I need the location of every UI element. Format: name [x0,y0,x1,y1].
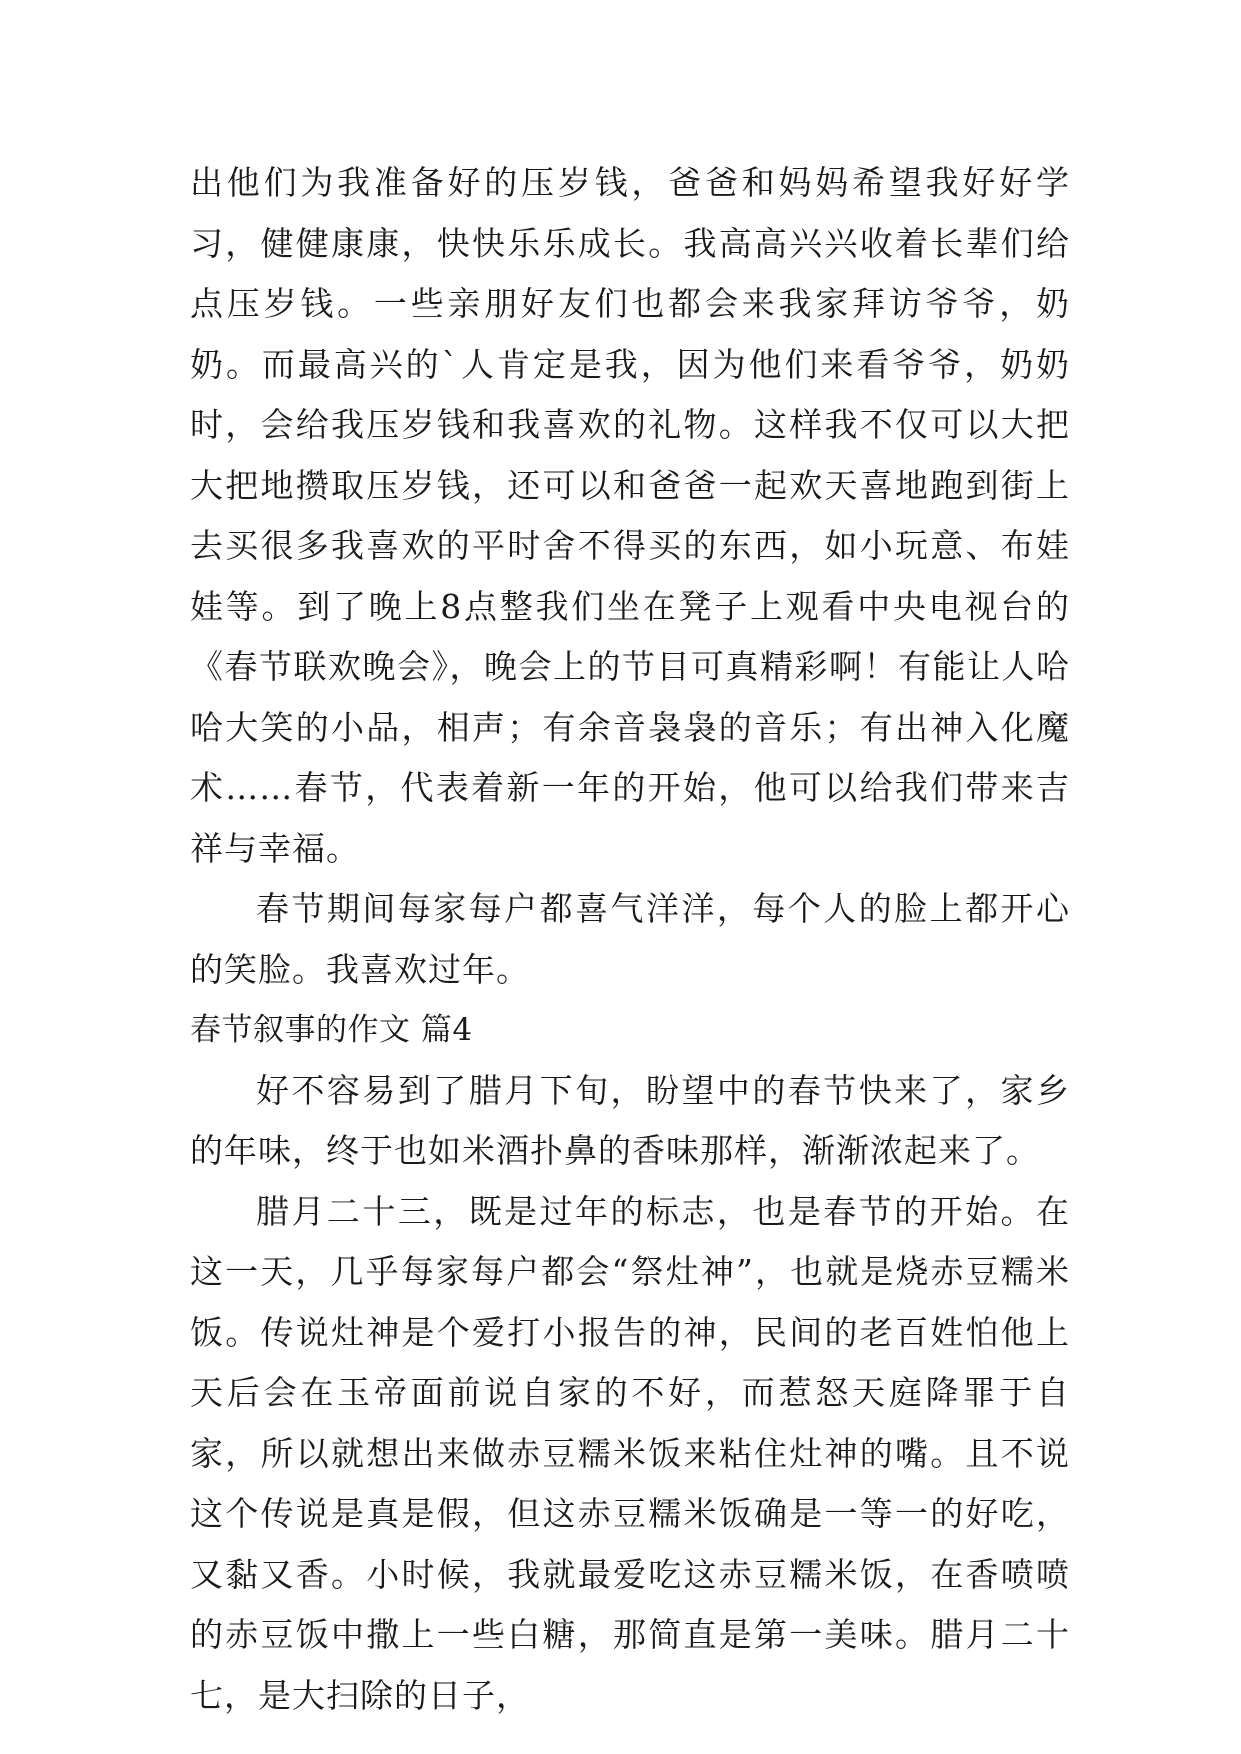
section-heading: 春节叙事的作文 篇4 [190,1012,473,1048]
paragraph-closing: 春节期间每家每户都喜气洋洋，每个人的脸上都开心的笑脸。我喜欢过年。 [190,889,1070,989]
paragraph-continued: 出他们为我准备好的压岁钱，爸爸和妈妈希望我好好学习，健健康康，快快乐乐成长。我高高兴兴收着长辈们给点压岁钱。一些亲朋好友们也都会来我家拜访爷爷，奶奶。而最高兴的`人肯定是我，因为他们来看爷爷，奶奶时，会给我压岁钱和我喜欢的礼物。这样我不仅可以大把大把地攒取压岁钱，还可以和爸爸一起欢天喜地跑到街上去买很多我喜欢的平时舍不得买的东西，如小玩意、布娃娃等。到了晚上8点整我们坐在凳子上观看中央电视台的《春节联欢晚会》，晚会上的节目可真精彩啊！有能让人哈哈大笑的小品，相声；有余音袅袅的音乐；有出神入化魔术……春节，代表着新一年的开始，他可以给我们带来吉祥与幸福。 [190,163,1070,868]
document-body [190,153,1070,1726]
paragraph-intro: 好不容易到了腊月下旬，盼望中的春节快来了，家乡的年味，终于也如米酒扑鼻的香味那样，渐渐浓起来了。 [190,1070,1070,1170]
paragraph-main: 腊月二十三，既是过年的标志，也是春节的开始。在这一天，几乎每家每户都会“祭灶神”，也就是烧赤豆糯米饭。传说灶神是个爱打小报告的神，民间的老百姓怕他上天后会在玉帝面前说自家的不好，而惹怒天庭降罪于自家，所以就想出来做赤豆糯米饭来粘住灶神的嘴。且不说这个传说是真是假，但这赤豆糯米饭确是一等一的好吃，又黏又香。小时候，我就最爱吃这赤豆糯米饭，在香喷喷的赤豆饭中撒上一些白糖，那简直是第一美味。腊月二十七，是大扫除的日子， [190,1191,1070,1715]
